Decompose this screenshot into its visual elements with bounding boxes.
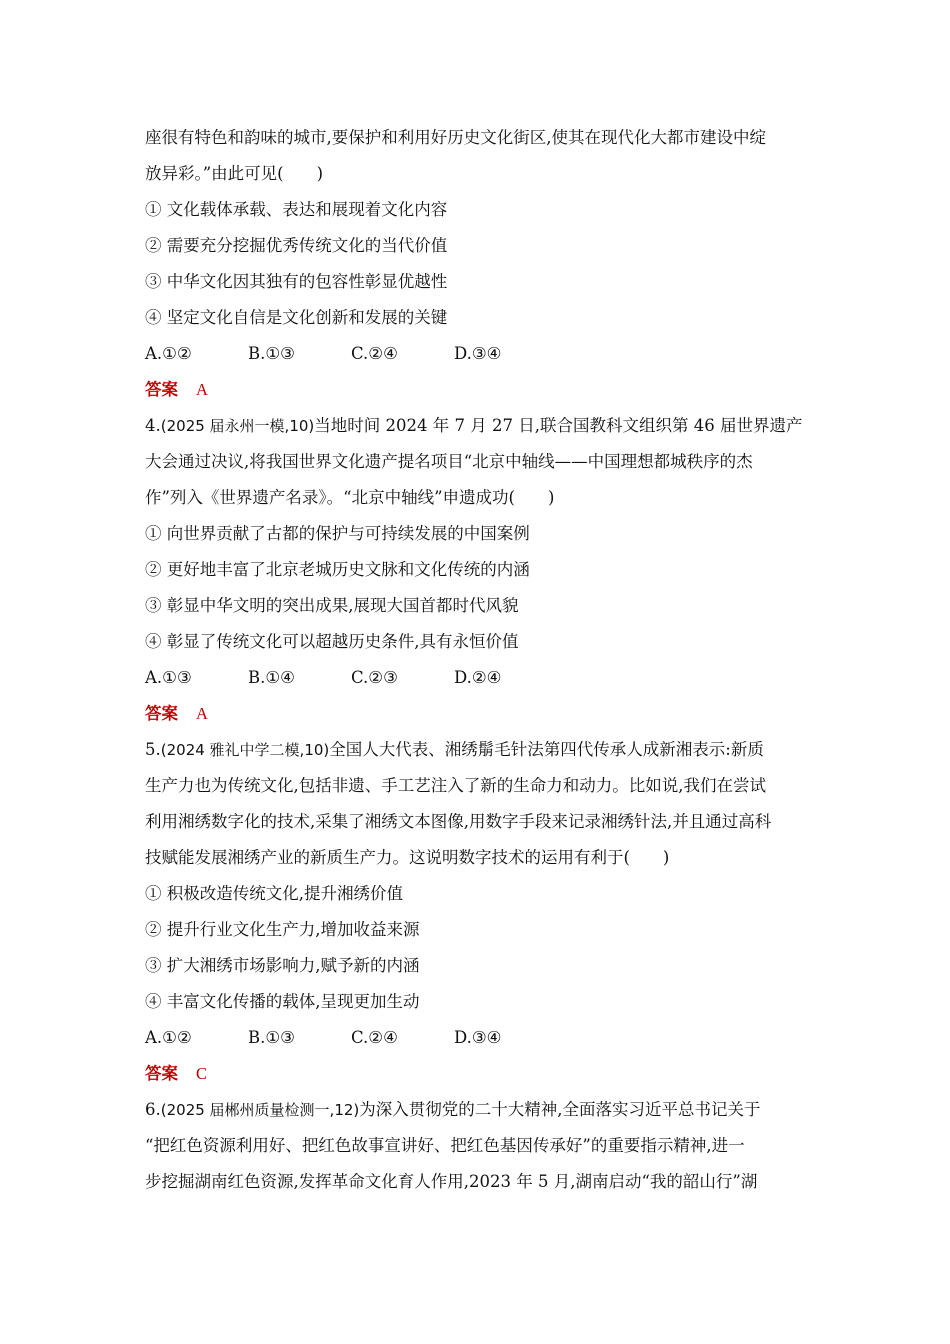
- option-item: ④ 坚定文化自信是文化创新和发展的关键: [145, 308, 448, 327]
- question-text-line: [145, 1092, 815, 1128]
- choice-c: C.②③: [351, 668, 398, 687]
- option-item: ③ 彰显中华文明的突出成果,展现大国首都时代风貌: [145, 596, 519, 615]
- choice-b: B.①④: [248, 668, 295, 687]
- answer-label: 答案: [145, 1064, 178, 1083]
- question-text: 当地时间 2024 年 7 月 27 日,联合国教科文组织第 46 届世界遗产: [314, 416, 803, 435]
- question-text-line: 利用湘绣数字化的技术,采集了湘绣文本图像,用数字手段来记录湘绣针法,并且通过高科: [145, 812, 772, 831]
- option-item: ③ 扩大湘绣市场影响力,赋予新的内涵: [145, 956, 420, 975]
- question-number: 4.: [145, 416, 161, 435]
- choice-c: C.②④: [351, 344, 398, 363]
- question-number: 6.: [145, 1100, 161, 1119]
- question-source: (2025 届永州一模,10): [160, 417, 315, 435]
- question-text-line: [145, 408, 815, 444]
- answer-value: A: [196, 704, 208, 723]
- question-text-line: 作”列入《世界遗产名录》。“北京中轴线”申遗成功( ): [145, 488, 555, 507]
- question-source: (2024 雅礼中学二模,10): [160, 741, 330, 759]
- option-item: ④ 丰富文化传播的载体,呈现更加生动: [145, 992, 420, 1011]
- question-text-line: [145, 732, 815, 768]
- answer-line: [145, 372, 815, 408]
- question-6: [145, 1092, 815, 1200]
- option-item: ② 提升行业文化生产力,增加收益来源: [145, 920, 420, 939]
- choice-a: A.①②: [145, 1028, 192, 1047]
- option-item: ④ 彰显了传统文化可以超越历史条件,具有永恒价值: [145, 632, 519, 651]
- choice-c: C.②④: [351, 1028, 398, 1047]
- question-text: 为深入贯彻党的二十大精神,全面落实习近平总书记关于: [359, 1100, 761, 1119]
- answer-line: [145, 696, 815, 732]
- question-text-line: 放异彩。”由此可见( ): [145, 164, 324, 183]
- option-item: ② 需要充分挖掘优秀传统文化的当代价值: [145, 236, 448, 255]
- choice-a: A.①②: [145, 344, 192, 363]
- question-text-line: 技赋能发展湘绣产业的新质生产力。这说明数字技术的运用有利于( ): [145, 848, 670, 867]
- document-page: [145, 120, 815, 1200]
- question-5: [145, 732, 815, 1092]
- question-text-line: 步挖掘湖南红色资源,发挥革命文化育人作用,2023 年 5 月,湖南启动“我的韶山行”湖: [145, 1172, 758, 1191]
- answer-label: 答案: [145, 704, 178, 723]
- option-item: ① 文化载体承载、表达和展现着文化内容: [145, 200, 448, 219]
- choice-d: D.③④: [454, 344, 502, 363]
- choice-b: B.①③: [248, 1028, 295, 1047]
- answer-choices: [145, 336, 815, 372]
- answer-value: A: [196, 380, 208, 399]
- choice-b: B.①③: [248, 344, 295, 363]
- option-item: ② 更好地丰富了北京老城历史文脉和文化传统的内涵: [145, 560, 530, 579]
- question-text-line: 生产力也为传统文化,包括非遗、手工艺注入了新的生命力和动力。比如说,我们在尝试: [145, 776, 766, 795]
- option-item: ③ 中华文化因其独有的包容性彰显优越性: [145, 272, 448, 291]
- question-text-line: 座很有特色和韵味的城市,要保护和利用好历史文化街区,使其在现代化大都市建设中绽: [145, 128, 766, 147]
- choice-d: D.②④: [454, 668, 502, 687]
- choice-d: D.③④: [454, 1028, 502, 1047]
- answer-choices: [145, 660, 815, 696]
- question-source: (2025 届郴州质量检测一,12): [160, 1101, 360, 1119]
- question-text: 全国人大代表、湘绣鬅毛针法第四代传承人成新湘表示:新质: [329, 740, 764, 759]
- choice-a: A.①③: [145, 668, 192, 687]
- answer-line: [145, 1056, 815, 1092]
- answer-value: C: [196, 1064, 208, 1083]
- question-4: [145, 408, 815, 732]
- question-text-line: 大会通过决议,将我国世界文化遗产提名项目“北京中轴线——中国理想都城秩序的杰: [145, 452, 753, 471]
- option-item: ① 积极改造传统文化,提升湘绣价值: [145, 884, 403, 903]
- answer-label: 答案: [145, 380, 178, 399]
- question-text-line: “把红色资源利用好、把红色故事宣讲好、把红色基因传承好”的重要指示精神,进一: [145, 1136, 745, 1155]
- question-3: [145, 120, 815, 408]
- answer-choices: [145, 1020, 815, 1056]
- option-item: ① 向世界贡献了古都的保护与可持续发展的中国案例: [145, 524, 530, 543]
- question-number: 5.: [145, 740, 161, 759]
